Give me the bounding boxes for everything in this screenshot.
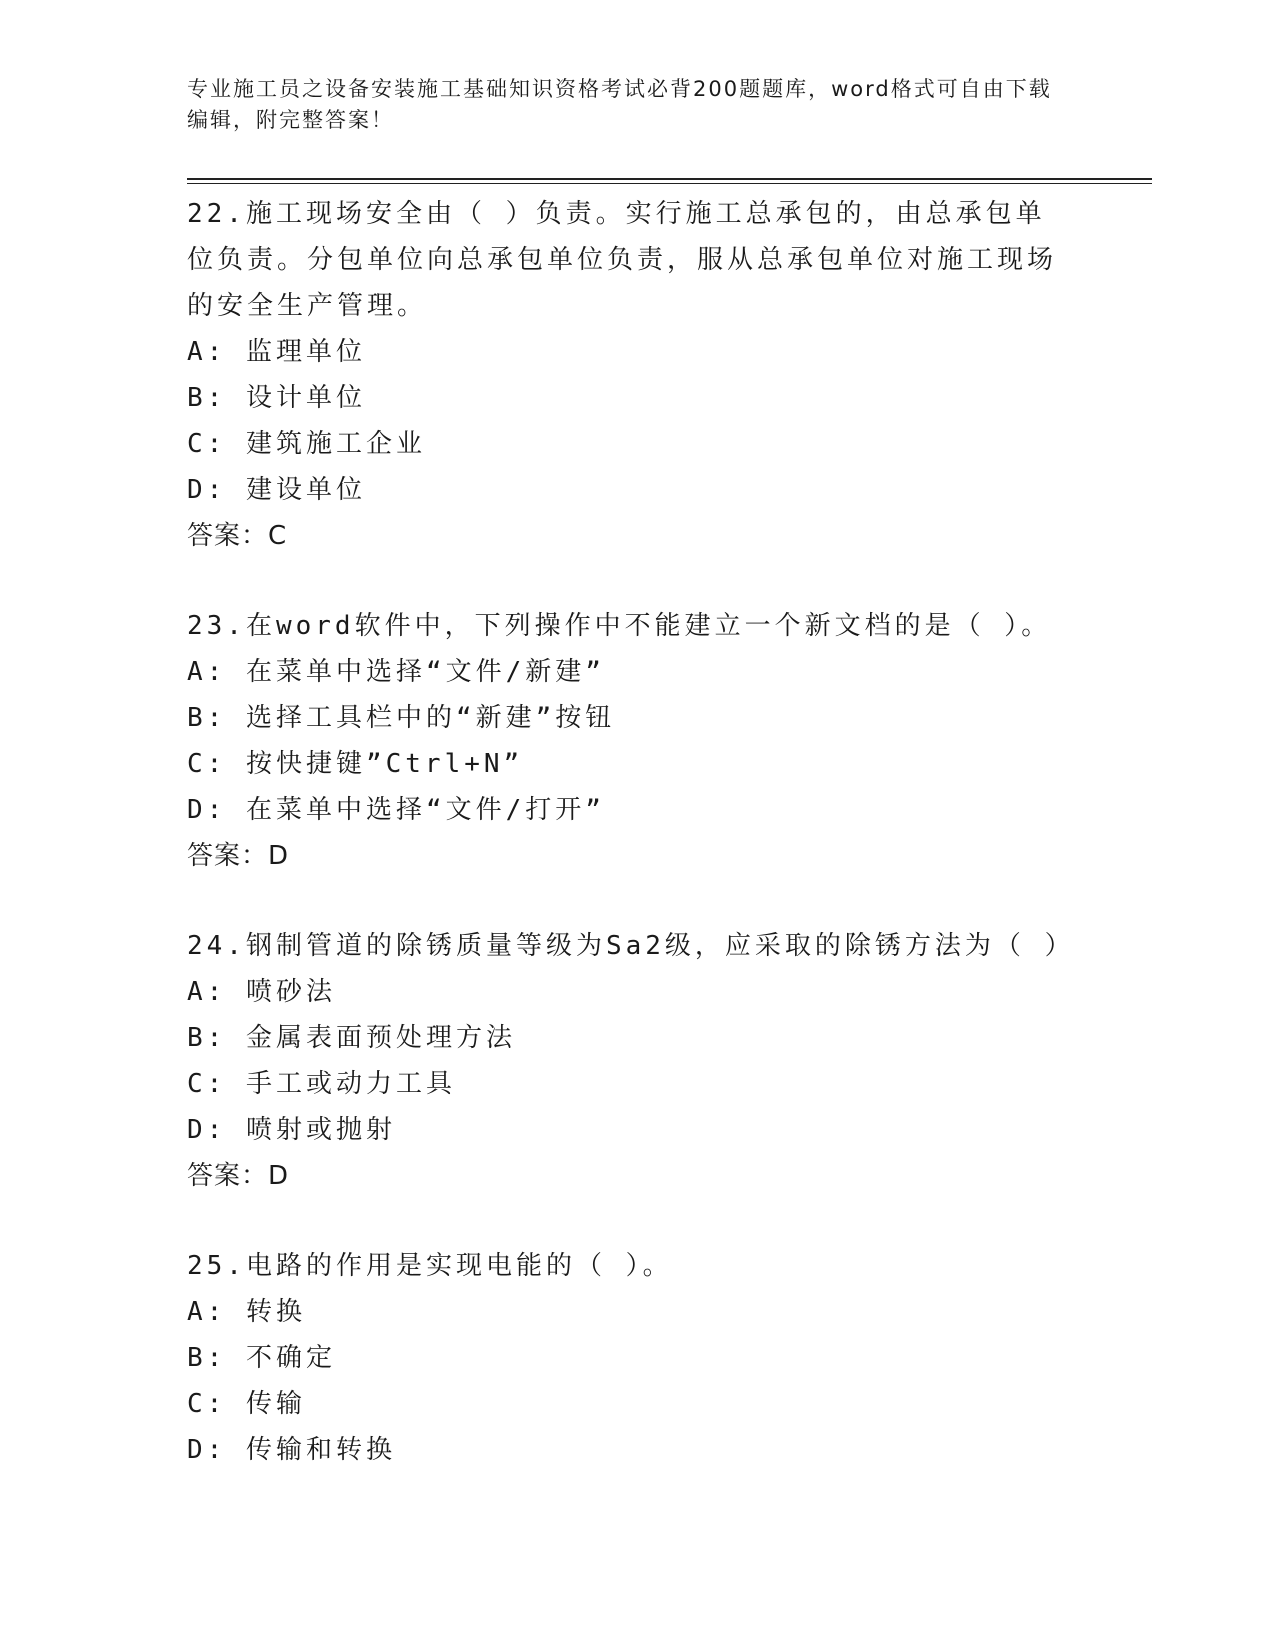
- question-spacer: [187, 1199, 1067, 1243]
- header-divider-thin: [187, 183, 1152, 184]
- answer: 答案：C: [187, 521, 288, 551]
- question-text: 22.施工现场安全由（ ）负责。实行施工总承包的，由总承包单位负责。分包单位向总承包单位负责，服从总承包单位对施工现场的安全生产管理。: [187, 199, 1058, 321]
- option-a: A: 喷砂法: [187, 977, 336, 1007]
- answer: 答案：D: [187, 841, 290, 871]
- question-text: 23.在word软件中，下列操作中不能建立一个新文档的是（ ）。: [187, 611, 1052, 641]
- question-text: 24.钢制管道的除锈质量等级为Sa2级，应采取的除锈方法为（ ）: [187, 931, 1075, 961]
- option-b: B: 不确定: [187, 1343, 336, 1373]
- question-24: [187, 923, 1075, 1199]
- option-b: B: 金属表面预处理方法: [187, 1023, 516, 1053]
- question-spacer: [187, 879, 1067, 923]
- document-header: 专业施工员之设备安装施工基础知识资格考试必背200题题库，word格式可自由下载编辑，附完整答案！: [187, 77, 1052, 132]
- question-text: 25.电路的作用是实现电能的（ ）。: [187, 1251, 673, 1281]
- header-divider-thick: [187, 178, 1152, 180]
- option-a: A: 监理单位: [187, 337, 366, 367]
- question-list: [187, 191, 1075, 1473]
- option-a: A: 在菜单中选择“文件/新建”: [187, 657, 605, 687]
- option-d: D: 喷射或抛射: [187, 1115, 396, 1145]
- option-c: C: 建筑施工企业: [187, 429, 426, 459]
- option-d: D: 在菜单中选择“文件/打开”: [187, 795, 605, 825]
- option-c: C: 传输: [187, 1389, 306, 1419]
- option-a: A: 转换: [187, 1297, 306, 1327]
- question-22: [187, 191, 1067, 559]
- answer: 答案：D: [187, 1161, 290, 1191]
- question-25: [187, 1243, 1067, 1473]
- question-spacer: [187, 559, 1067, 603]
- option-c: C: 手工或动力工具: [187, 1069, 456, 1099]
- option-b: B: 选择工具栏中的“新建”按钮: [187, 703, 616, 733]
- option-d: D: 建设单位: [187, 475, 366, 505]
- question-23: [187, 603, 1067, 879]
- option-d: D: 传输和转换: [187, 1435, 396, 1465]
- option-c: C: 按快捷键”Ctrl+N”: [187, 749, 524, 779]
- option-b: B: 设计单位: [187, 383, 366, 413]
